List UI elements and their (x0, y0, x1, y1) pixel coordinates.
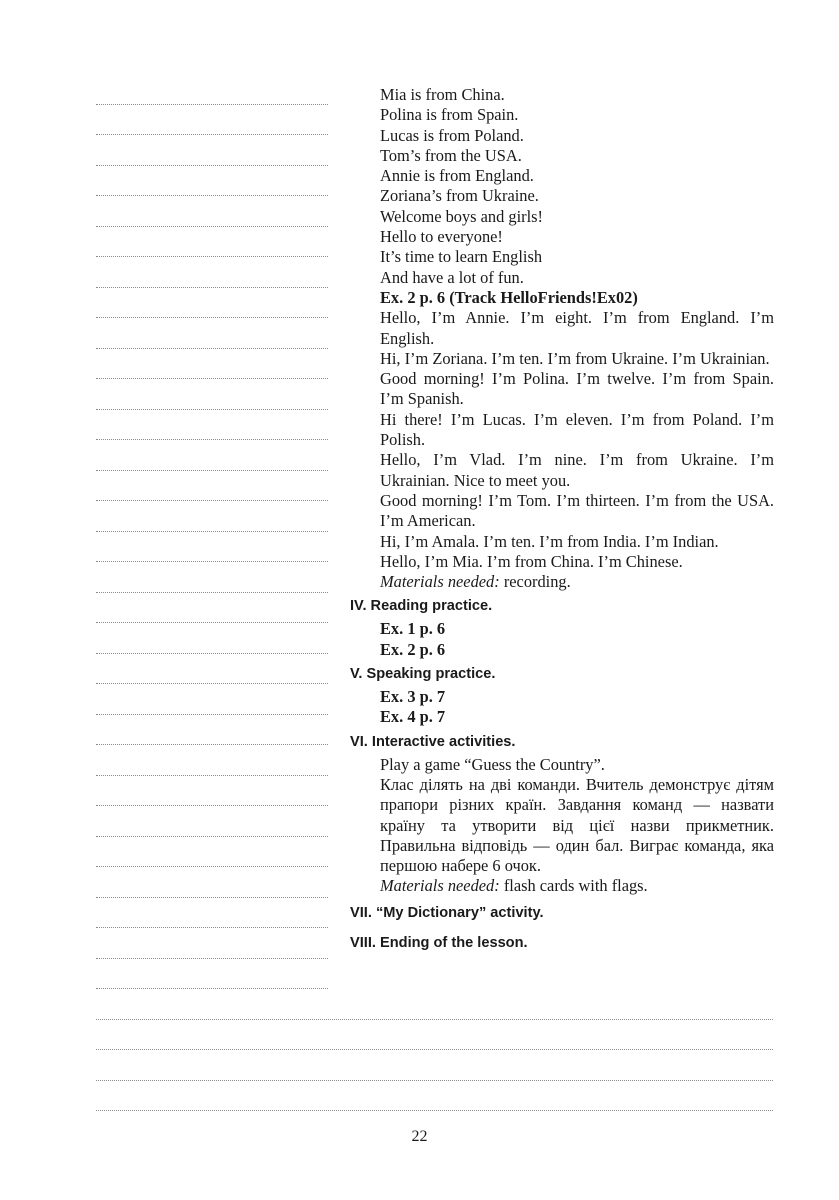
speaking-exercises (350, 687, 774, 728)
transcript-paragraph: Good morning! I’m Tom. I’m thirteen. I’m from the USA. I’m American. (380, 490, 774, 531)
note-line (96, 653, 328, 654)
note-line (96, 714, 328, 715)
exercise-item: Ex. 2 p. 6 (380, 639, 446, 659)
note-line (96, 866, 328, 867)
note-line (96, 836, 328, 837)
note-line (96, 1110, 773, 1111)
note-line (96, 226, 328, 227)
song-line: Polina is from Spain. (380, 105, 519, 125)
section-vi-heading: VI. Interactive activities. (350, 733, 516, 750)
exercise-2-track-title: Ex. 2 p. 6 (Track HelloFriends!Ex02) (380, 287, 638, 307)
note-line (96, 1019, 773, 1020)
materials-label: Materials needed: (380, 572, 500, 592)
note-line (96, 927, 328, 928)
note-line (96, 897, 328, 898)
note-line (96, 805, 328, 806)
transcript-paragraph: Hello, I’m Annie. I’m eight. I’m from England. I’m English. (380, 308, 774, 348)
exercise-item: Ex. 1 p. 6 (380, 619, 446, 639)
section-viii-heading: VIII. Ending of the lesson. (350, 934, 528, 951)
note-line (96, 958, 328, 959)
song-line: Tom’s from the USA. (380, 145, 522, 165)
note-line (96, 134, 328, 135)
note-line (96, 561, 328, 562)
section-iv-heading: IV. Reading practice. (350, 598, 493, 615)
note-line (96, 256, 328, 257)
song-line: And have a lot of fun. (380, 267, 524, 287)
transcript-paragraph: Hi, I’m Amala. I’m ten. I’m from India. I’m Indian. (380, 531, 719, 551)
transcript-paragraph: Good morning! I’m Polina. I’m twelve. I’m from Spain. I’m Spanish. (380, 369, 774, 409)
game-description: Клас ділять на дві команди. Вчитель демонструє дітям прапори різних країн. Завдання команд — назвати країну та утворити від цієї назви прикметник. Правильна відповідь — один бал. Виграє команда, яка першою набере 6 очок. (380, 774, 774, 876)
page-number: 22 (411, 1128, 428, 1145)
transcript-paragraph: Hi there! I’m Lucas. I’m eleven. I’m from Poland. I’m Polish. (380, 409, 774, 450)
note-line (96, 775, 328, 776)
materials-value: recording. (499, 572, 571, 592)
reading-exercises (350, 619, 774, 660)
materials-flags (380, 876, 774, 896)
interactive-activity (350, 755, 774, 897)
song-line: Mia is from China. (380, 85, 505, 104)
song-line: Welcome boys and girls! (380, 206, 544, 226)
exercise-2-block (350, 288, 774, 592)
song-line: Zoriana’s from Ukraine. (380, 186, 539, 206)
materials-value: flash cards with flags. (499, 876, 648, 896)
note-line (96, 1049, 773, 1050)
note-line (96, 348, 328, 349)
note-line (96, 195, 328, 196)
transcript-paragraph: Hi, I’m Zoriana. I’m ten. I’m from Ukraine. I’m Ukrainian. (380, 348, 770, 368)
lesson-content (350, 85, 774, 956)
note-line (96, 683, 328, 684)
note-line (96, 165, 328, 166)
note-line (96, 104, 328, 105)
section-vii-heading: VII. “My Dictionary” activity. (350, 904, 544, 921)
note-line (96, 988, 328, 989)
song-lyrics (350, 85, 774, 288)
note-line (96, 622, 328, 623)
section-v-heading: V. Speaking practice. (350, 666, 496, 683)
song-line: Annie is from England. (380, 166, 534, 186)
note-line (96, 744, 328, 745)
game-intro: Play a game “Guess the Country”. (380, 754, 605, 774)
note-line (96, 439, 328, 440)
note-line (96, 592, 328, 593)
exercise-item: Ex. 3 p. 7 (380, 687, 446, 707)
note-line (96, 470, 328, 471)
note-line (96, 500, 328, 501)
transcript-paragraph: Hello, I’m Mia. I’m from China. I’m Chinese. (380, 551, 683, 571)
note-line (96, 287, 328, 288)
note-line (96, 409, 328, 410)
note-line (96, 378, 328, 379)
note-line (96, 317, 328, 318)
materials-label: Materials needed: (380, 876, 500, 896)
song-line: Lucas is from Poland. (380, 125, 524, 145)
materials-recording (380, 572, 774, 592)
song-line: Hello to everyone! (380, 227, 503, 247)
note-line (96, 531, 328, 532)
transcript-paragraph: Hello, I’m Vlad. I’m nine. I’m from Ukraine. I’m Ukrainian. Nice to meet you. (380, 450, 774, 490)
note-line (96, 1080, 773, 1081)
song-line: It’s time to learn English (380, 247, 543, 267)
exercise-item: Ex. 4 p. 7 (380, 707, 446, 727)
